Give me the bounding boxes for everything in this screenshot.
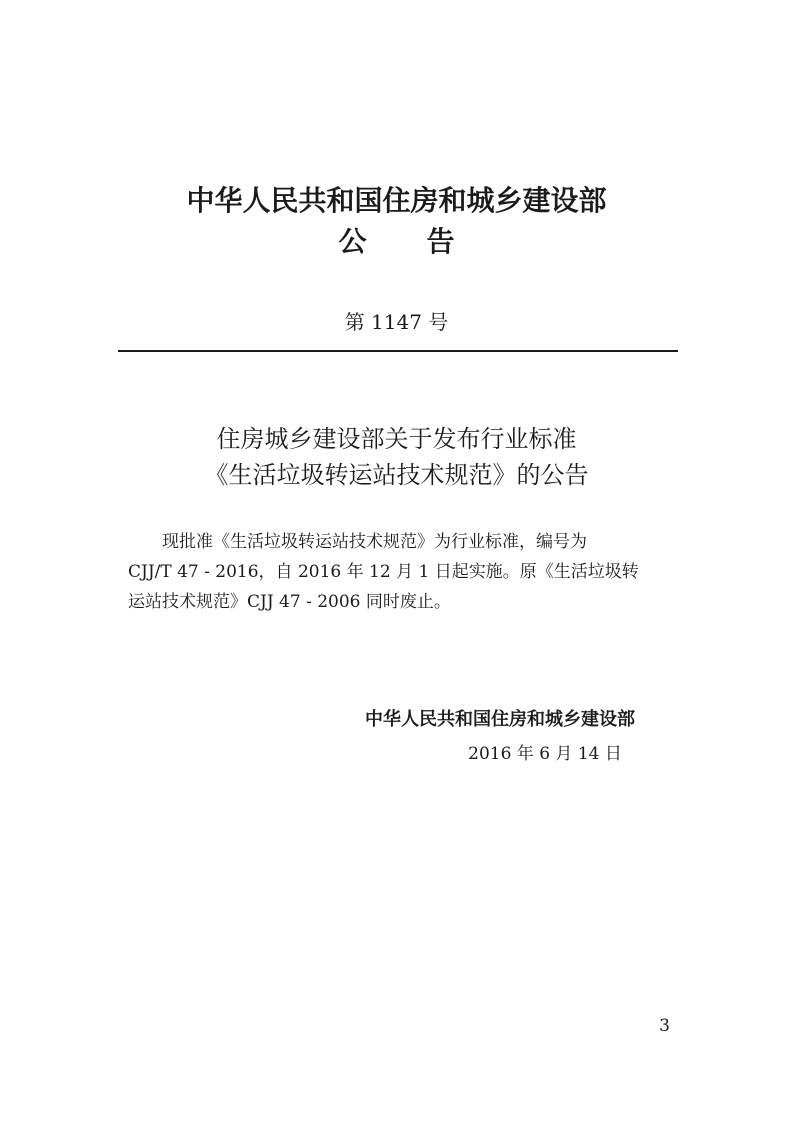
body-line-3: 运站技术规范》CJJ 47 - 2006 同时废止。 bbox=[128, 592, 451, 612]
notice-title-line-2: 《生活垃圾转运站技术规范》的公告 bbox=[204, 461, 589, 489]
header-divider bbox=[118, 350, 678, 352]
ministry-title: 中华人民共和国住房和城乡建设部 bbox=[186, 184, 607, 217]
issuer-signature: 中华人民共和国住房和城乡建设部 bbox=[365, 709, 635, 730]
issue-date: 2016 年 6 月 14 日 bbox=[468, 744, 622, 764]
notice-body bbox=[128, 527, 668, 617]
document-number: 第 1147 号 bbox=[344, 310, 449, 334]
announcement-heading: 公告 bbox=[338, 225, 515, 258]
page-number: 3 bbox=[659, 1016, 670, 1036]
notice-title bbox=[0, 421, 793, 493]
body-line-1: 现批准《生活垃圾转运站技术规范》为行业标准，编号为 bbox=[162, 532, 587, 552]
body-line-2: CJJ/T 47 - 2016，自 2016 年 12 月 1 日起实施。原《生活垃圾转 bbox=[128, 562, 639, 582]
notice-title-line-1: 住房城乡建设部关于发布行业标准 bbox=[216, 425, 577, 453]
